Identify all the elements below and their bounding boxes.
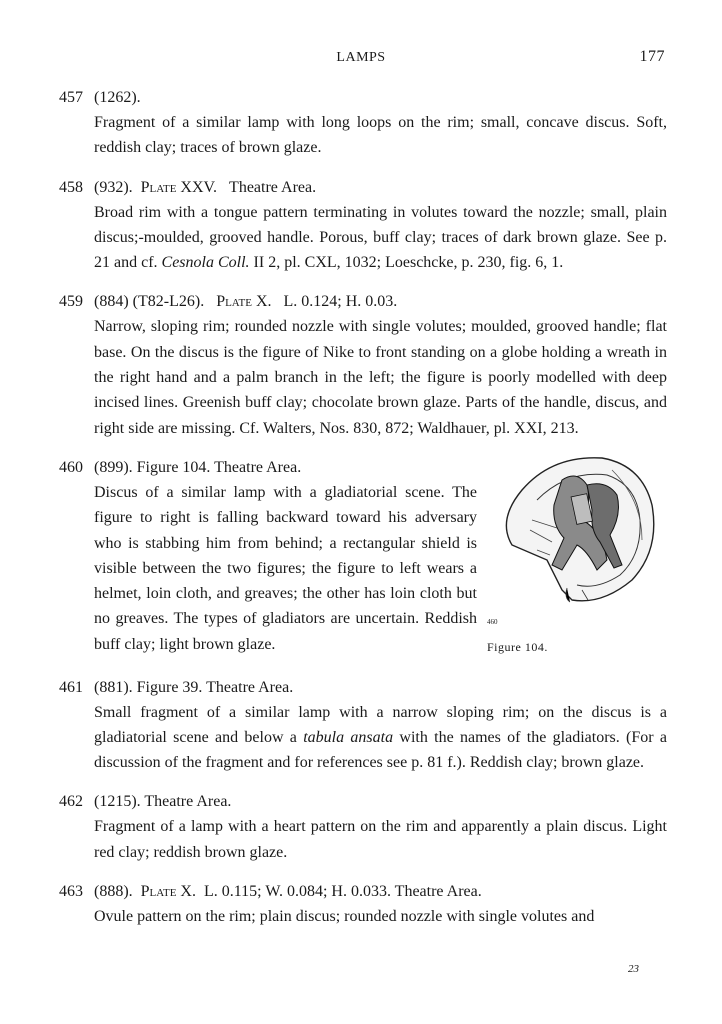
entry-462: [59, 789, 667, 865]
page-header: [0, 50, 722, 70]
entry-463: [59, 879, 667, 929]
entry-heading: [59, 85, 667, 110]
entry-459: [59, 289, 667, 440]
entry-description: [59, 700, 667, 776]
entry-plate: Plate XXV.: [140, 178, 218, 196]
entry-description: Fragment of a lamp with a heart pattern on the rim and apparently a plain discus. Light red clay; reddish brown glaze.: [94, 818, 667, 861]
figure-104: [487, 450, 667, 661]
entry-description: Ovule pattern on the rim; plain discus; rounded nozzle with single volutes and: [94, 908, 595, 926]
entry-460: [59, 455, 667, 661]
entry-number: 458: [59, 178, 83, 196]
entry-description-wrap: [59, 480, 667, 661]
entry-description-part: Broad rim with a tongue pattern terminating in volutes toward the nozzle; small, plain discus;-moulded, grooved handle. Porous, buff clay; traces of dark brown glaze. See p. 21 and cf.: [94, 203, 667, 272]
entry-dimensions: L. 0.115; W. 0.084; H. 0.033. Theatre Area.: [204, 883, 482, 901]
entry-head-text: (899). Figure 104. Theatre Area.: [94, 458, 302, 476]
entry-description-part: Small fragment of a similar lamp with a narrow sloping rim; on the discus is a gladiatorial scene and below a: [94, 703, 667, 746]
catalogue-entries: [59, 85, 667, 943]
entry-number: 462: [59, 793, 83, 811]
entry-plate: Plate X.: [140, 883, 196, 901]
entry-description: Fragment of a similar lamp with long loops on the rim; small, concave discus. Soft, reddish clay; traces of brown glaze.: [94, 114, 667, 157]
entry-head-text: (1215). Theatre Area.: [94, 793, 232, 811]
entry-inventory: (932).: [94, 178, 133, 196]
entry-number: 457: [59, 89, 83, 106]
entry-inventory: (888).: [94, 883, 133, 901]
entry-heading: [59, 675, 667, 700]
running-head: LAMPS: [336, 50, 386, 65]
entry-description: Discus of a similar lamp with a gladiatorial scene. The figure to right is falling backward toward his adversary who is stabbing him from behind; a rectangular shield is visible between the two figures; the figure to left wears a helmet, loin cloth, and greaves; the other has loin cloth but no greaves. The types of gladiators are uncertain. Reddish buff clay; light brown glaze.: [94, 483, 477, 653]
entry-heading: [59, 175, 667, 200]
entry-458: [59, 175, 667, 276]
entry-inventory: (884) (T82-L26).: [94, 293, 205, 311]
entry-number: 459: [59, 293, 83, 311]
entry-457: [59, 85, 667, 161]
lamp-discus-illustration: [492, 450, 662, 610]
entry-head-text: (1262).: [94, 89, 141, 106]
figure-number: 460: [487, 617, 498, 626]
entry-findspot: Theatre Area.: [229, 178, 317, 196]
entry-reference-title: Cesnola Coll.: [161, 254, 250, 272]
entry-description: Narrow, sloping rim; rounded nozzle with single volutes; moulded, grooved handle; flat base. On the discus is the figure of Nike to front standing on a globe holding a wreath in the right hand and a palm branch in the left; the figure is poorly modelled with deep incised lines. Greenish buff clay; chocolate brown glaze. Parts of the handle, discus, and right side are missing. Cf. Walters, Nos. 830, 872; Waldhauer, pl. XXI, 213.: [94, 318, 667, 437]
entry-head-text: (881). Figure 39. Theatre Area.: [94, 678, 294, 696]
entry-description-part: II 2, pl. CXL, 1032; Loeschcke, p. 230, fig. 6, 1.: [253, 254, 564, 272]
entry-heading: [59, 289, 667, 314]
entry-number: 460: [59, 458, 83, 476]
figure-caption: Figure 104.: [487, 640, 548, 655]
entry-heading: [59, 789, 667, 814]
entry-461: [59, 675, 667, 776]
page-number: 177: [639, 48, 665, 65]
entry-heading: [59, 879, 667, 904]
entry-description: [59, 200, 667, 276]
signature-mark: 23: [628, 963, 639, 975]
entry-dimensions: L. 0.124; H. 0.03.: [283, 293, 398, 311]
entry-number: 461: [59, 678, 83, 696]
entry-term: tabula ansata: [303, 728, 394, 746]
entry-number: 463: [59, 883, 83, 901]
entry-plate: Plate X.: [216, 293, 272, 311]
entry-description-part: with the names of the gladiators. (For a discussion of the fragment and for references see p. 81 f.). Reddish clay; brown glaze.: [94, 728, 668, 772]
